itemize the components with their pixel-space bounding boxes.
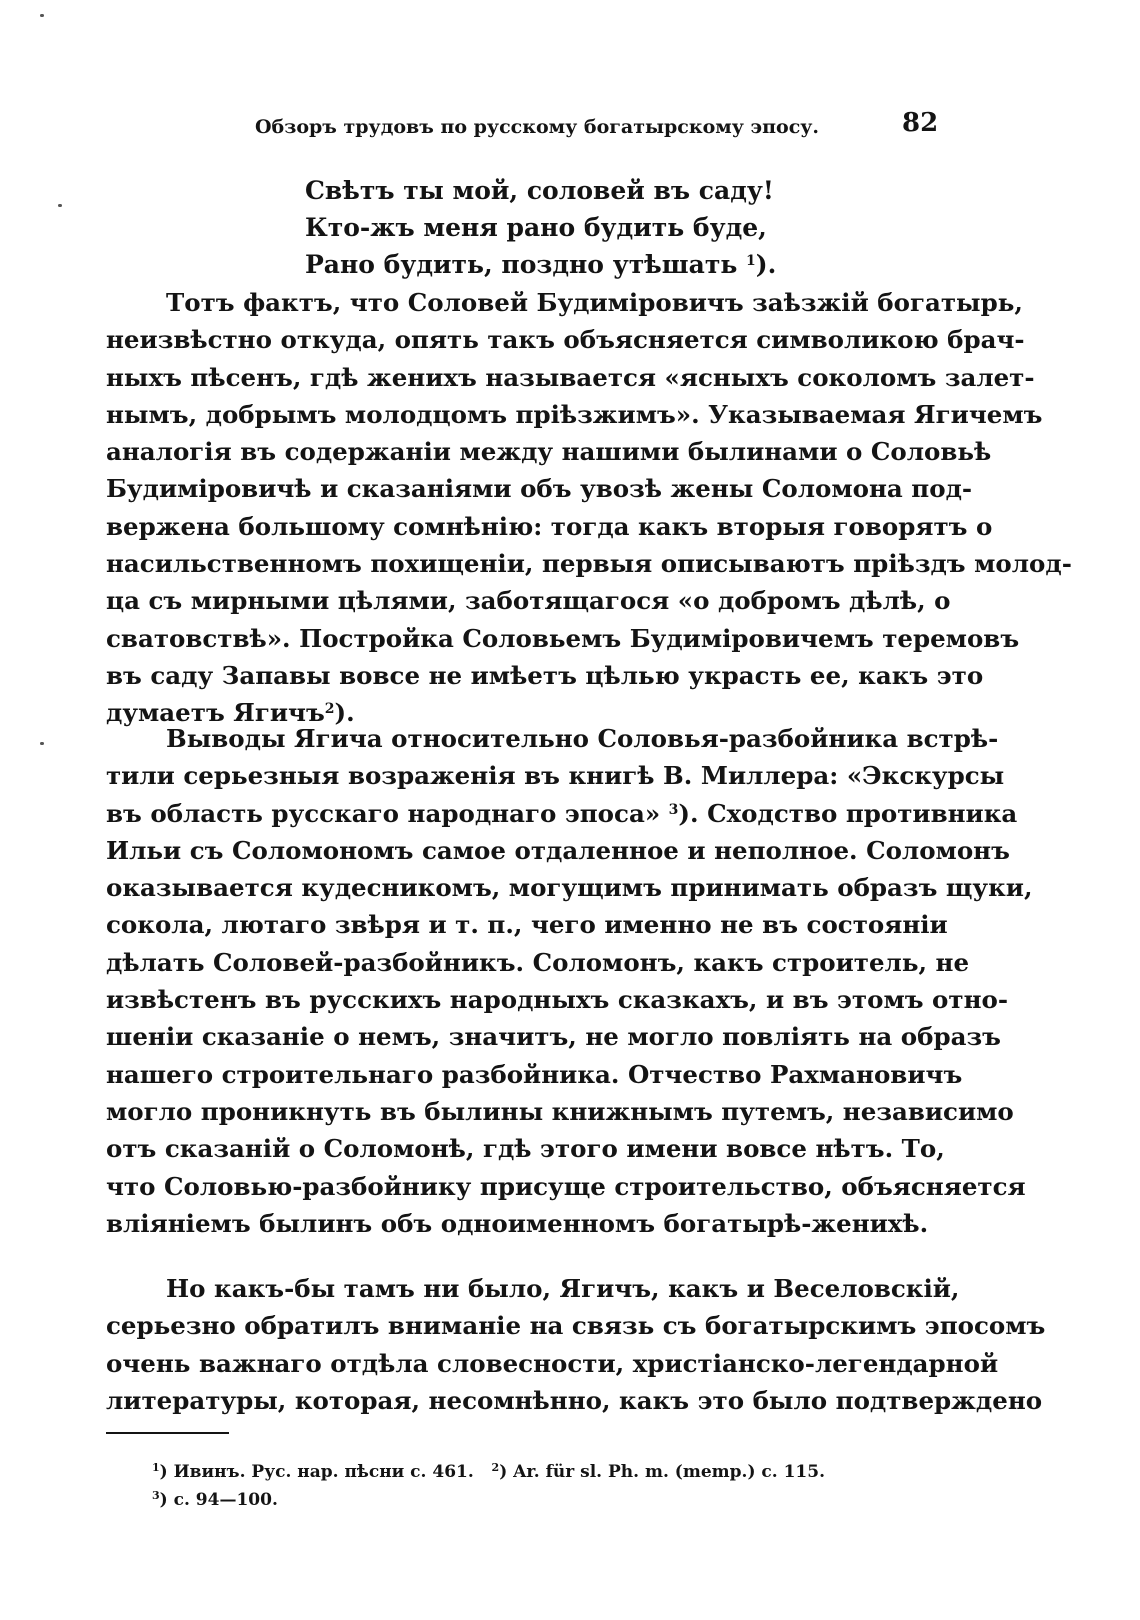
text-line: оказывается кудесникомъ, могущимъ принимать образъ щуки,	[106, 873, 1033, 903]
footnote-line	[152, 1458, 912, 1486]
verse-line-text: Рано будить, поздно утѣшать	[305, 250, 738, 279]
text-line: ныхъ пѣсенъ, гдѣ женихъ называется «ясныхъ соколомъ залет-	[106, 362, 1035, 392]
text-line	[106, 795, 1018, 832]
text-line-content: въ область русскаго народнаго эпоса»	[106, 798, 661, 828]
text-line: нымъ, добрымъ молодцомъ прiѣзжимъ». Указываемая Ягичемъ	[106, 399, 1043, 429]
text-line: нашего строительнаго разбойника. Отчество Рахмановичъ	[106, 1059, 963, 1089]
verse-quote	[305, 172, 776, 283]
text-line: тили серьезныя возраженiя въ книгѣ В. Миллера: «Экскурсы	[106, 761, 1005, 791]
text-line: Будимiровичѣ и сказанiями объ увозѣ жены Соломона под-	[106, 474, 973, 504]
text-line: аналогiя въ содержанiи между нашими былинами о Соловьѣ	[106, 437, 992, 467]
text-line: серьезно обратилъ вниманiе на связь съ богатырскимъ эпосомъ	[106, 1311, 1046, 1341]
paragraph-3	[106, 1270, 1046, 1419]
footnote-line	[152, 1486, 912, 1514]
text-line: Выводы Ягича относительно Соловья-разбойника встрѣ-	[166, 724, 999, 753]
text-line: что Соловью-разбойнику присуще строительство, объясняется	[106, 1171, 1026, 1201]
footnote-mark: 2	[491, 1461, 500, 1474]
footnote-mark: 1	[152, 1461, 160, 1474]
verse-line: Кто-жъ меня рано будить буде,	[305, 213, 767, 242]
text-line: Ильи съ Соломономъ самое отдаленное и неполное. Соломонъ	[106, 835, 1010, 865]
scan-speck	[40, 14, 44, 17]
paragraph-2	[106, 720, 1033, 1242]
footnote-ref: 3	[668, 801, 679, 818]
text-line: очень важнаго отдѣла словесности, христiанско-легендарной	[106, 1348, 999, 1378]
footnote-ref: 2	[324, 701, 335, 718]
text-line: дѣлать Соловей-разбойникъ. Соломонъ, какъ строитель, не	[106, 947, 970, 977]
paragraph-1	[106, 284, 1072, 732]
footnote-text: ) Ивинъ. Рус. нар. пѣсни с. 461.	[159, 1462, 474, 1482]
text-line: неизвѣстно откуда, опять такъ объясняется символикою брач-	[106, 325, 1025, 355]
text-line: извѣстенъ въ русскихъ народныхъ сказкахъ, и въ этомъ отно-	[106, 985, 1009, 1015]
footnotes	[152, 1458, 912, 1514]
text-line-tail: ).	[334, 698, 355, 728]
footnote-text: ) с. 94—100.	[159, 1490, 278, 1510]
verse-line	[305, 246, 776, 283]
text-line: Но какъ-бы тамъ ни было, Ягичъ, какъ и Веселовскiй,	[166, 1274, 960, 1303]
text-line: литературы, которая, несомнѣнно, какъ это было подтверждено	[106, 1385, 1043, 1415]
text-line: отъ сказанiй о Соломонѣ, гдѣ этого имени вовсе нѣтъ. То,	[106, 1134, 945, 1164]
text-line: влiянiемъ былинъ объ одноименномъ богатырѣ-женихѣ.	[106, 1208, 929, 1238]
text-line: въ саду Запавы вовсе не имѣетъ цѣлью украсть ее, какъ это	[106, 660, 984, 690]
footnote-mark: 3	[152, 1489, 160, 1502]
page-number: 82	[902, 108, 939, 138]
text-line: вержена большому сомнѣнiю: тогда какъ вторыя говорятъ о	[106, 511, 993, 541]
footnote-separator	[106, 1432, 229, 1434]
text-line: Тотъ фактъ, что Соловей Будимiровичъ заѣзжiй богатырь,	[166, 288, 1023, 317]
footnote-text: ) Ar. für sl. Ph. m. (memp.) c. 115.	[499, 1462, 826, 1482]
text-line: могло проникнуть въ былины книжнымъ путемъ, независимо	[106, 1096, 1014, 1126]
verse-line-tail: ).	[755, 250, 777, 279]
footnote-ref: 1	[746, 253, 756, 269]
scan-speck	[40, 742, 44, 745]
text-line: ца съ мирными цѣлями, заботящагося «о добромъ дѣлѣ, о	[106, 586, 951, 616]
text-line: сватовствѣ». Постройка Соловьемъ Будимiровичемъ теремовъ	[106, 623, 1020, 653]
running-head: Обзоръ трудовъ по русскому богатырскому эпосу.	[255, 116, 820, 138]
verse-line: Свѣтъ ты мой, соловей въ саду!	[305, 176, 774, 205]
scan-speck	[58, 204, 62, 207]
text-line-tail: ). Сходство противника	[678, 798, 1018, 828]
text-line: насильственномъ похищенiи, первыя описываютъ прiѣздъ молод-	[106, 549, 1072, 579]
text-line: шенiи сказанiе о немъ, значитъ, не могло повлiять на образъ	[106, 1022, 1001, 1052]
text-line-content: думаетъ Ягичъ	[106, 698, 325, 728]
text-line: сокола, лютаго звѣря и т. п., чего именно не въ состоянiи	[106, 910, 948, 940]
